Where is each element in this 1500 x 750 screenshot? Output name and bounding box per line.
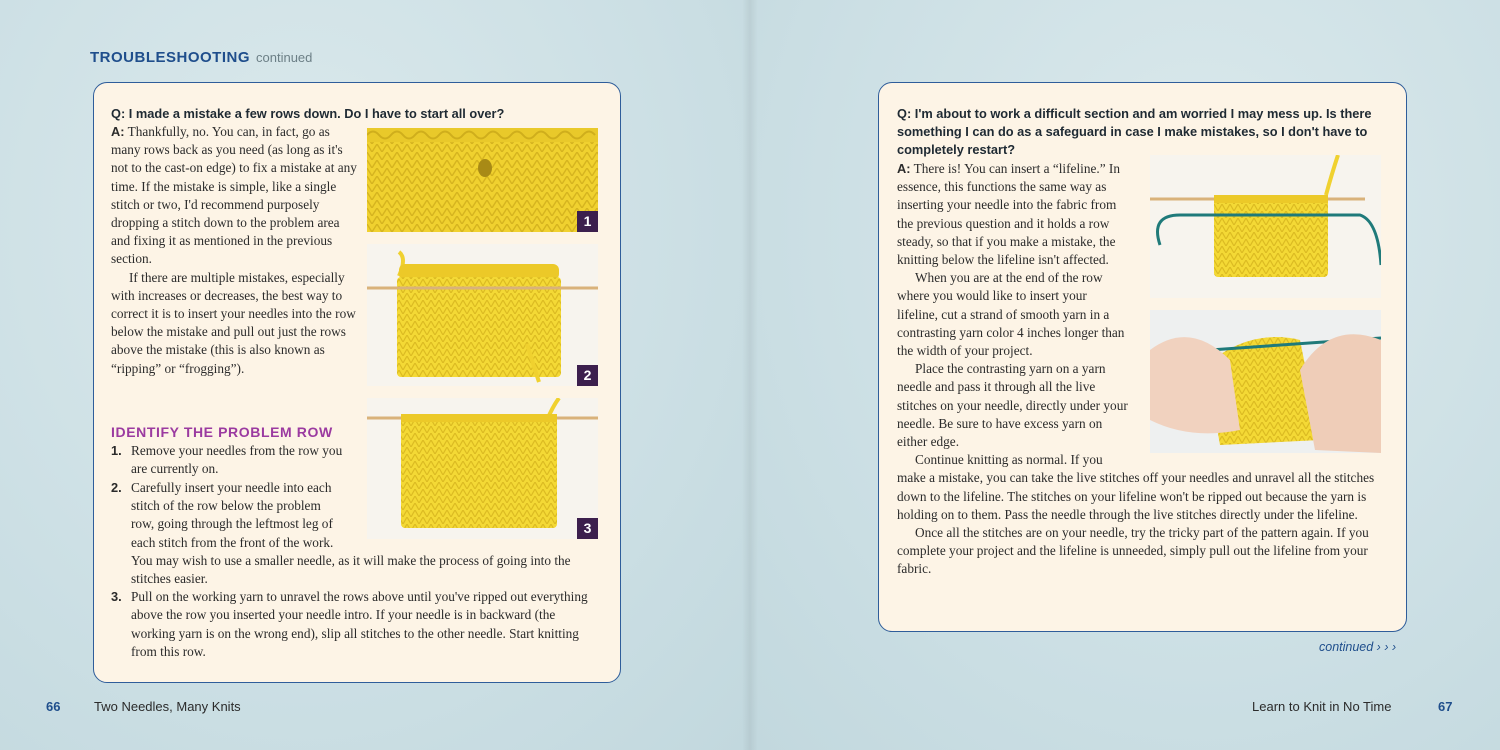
step-text: Pull on the working yarn to unravel the rows above until you've ripped out everything above the row you inserted your needle intro. If your needle is in backward (the working yarn is on the wrong end), slip all stitches to the other needle. Start knitting from this row.: [131, 589, 588, 659]
steps-list-top: [111, 442, 361, 478]
step-number: 3.: [111, 589, 122, 605]
answer-label: A:: [111, 124, 125, 139]
right-answer-text: There is! You can insert a “lifeline.” In essence, this functions the same way as inserting your needle into the fabric from the previous question and it holds a row steady, so that if you make a mistake, the knitting below the lifeline isn't affected.: [897, 161, 1121, 268]
hands-threading-lifeline-icon: [1150, 310, 1381, 453]
left-question: Q: I made a mistake a few rows down. Do I have to start all over?: [111, 106, 505, 121]
book-gutter: [742, 0, 758, 750]
swatch-with-lifeline-icon: [1150, 155, 1381, 298]
right-paragraph-4: Continue knitting as normal. If you make a mistake, you can take the live stitches off your needles and unravel all the stitches down to the lifeline. The stitches on your lifeline won't be ripped out because the yarn is holding on to them. Pass the needle through the live stitches directly under the lifeline.: [897, 452, 1375, 522]
page-number-right: 67: [1438, 699, 1453, 714]
step-number: 2.: [111, 480, 122, 495]
step-text: Remove your needles from the row you are currently on.: [131, 443, 343, 477]
lifeline-photo-1: [1150, 155, 1381, 298]
left-answer: [111, 123, 359, 378]
left-paragraph-2: If there are multiple mistakes, especially with increases or decreases, the best way to correct it is to insert your needles into the row below the mistake and pull out just the rows above the mistake (this is also known as “ripping” or “frogging”).: [111, 269, 356, 376]
section-subtitle: continued: [256, 50, 313, 65]
step-number: 1.: [111, 443, 122, 458]
photo-badge-3: 3: [577, 518, 598, 539]
knit-swatch-closeup-icon: [367, 128, 598, 232]
left-answer-text: Thankfully, no. You can, in fact, go as many rows back as you need (as long as it's not to the cast-on edge) to fix a mistake at any time. If the mistake is simple, like a single stitch or two, I'd recommend purposely dropping a stitch down to the problem area and fixing it as mentioned in the previous section.: [111, 124, 357, 267]
answer-label: A:: [897, 161, 911, 176]
section-title: [90, 49, 312, 66]
lifeline-photo-2: [1150, 310, 1381, 453]
knitting-photo-1: [367, 128, 598, 232]
footer-left: Two Needles, Many Knits: [94, 699, 241, 714]
right-paragraph-2: When you are at the end of the row where you would like to insert your lifeline, cut a strand of smooth yarn in a contrasting yarn color 4 inches longer than the width of your project.: [897, 270, 1125, 359]
footer-right: Learn to Knit in No Time: [1252, 699, 1392, 714]
identify-problem-row-heading: IDENTIFY THE PROBLEM ROW: [111, 424, 333, 440]
right-paragraph-5: Once all the stitches are on your needle, try the tricky part of the pattern again. If you complete your project and the lifeline is unneeded, simply pull out the lifeline from your fabric.: [897, 525, 1369, 577]
right-question: Q: I'm about to work a difficult section and am worried I may mess up. Is there something I can do as a safeguard in case I make mistakes, so I don't have to completely restart?: [897, 106, 1372, 158]
knitting-photo-2: [367, 244, 598, 386]
right-paragraph-3: Place the contrasting yarn on a yarn needle and pass it through all the live stitches on your needle, directly under your needle. Be sure to have excess yarn on either edge.: [897, 361, 1128, 450]
photo-badge-1: 1: [577, 211, 598, 232]
step-item: [111, 588, 599, 661]
photo-badge-2: 2: [577, 365, 598, 386]
page-number-left: 66: [46, 699, 61, 714]
section-title-text: TROUBLESHOOTING: [90, 49, 250, 66]
swatch-on-needle-icon: [367, 244, 598, 386]
ripped-swatch-icon: [367, 398, 598, 539]
step-item: [111, 442, 361, 478]
continued-link[interactable]: continued › › ›: [1319, 640, 1397, 654]
knitting-photo-3: [367, 398, 598, 539]
step-text: Carefully insert your needle into each stitch of the row below the problem row, going through the leftmost leg of each stitch from the front of the work. You may wish to use a smaller needle, as it will make the process of going into the stitches easier.: [131, 480, 571, 587]
